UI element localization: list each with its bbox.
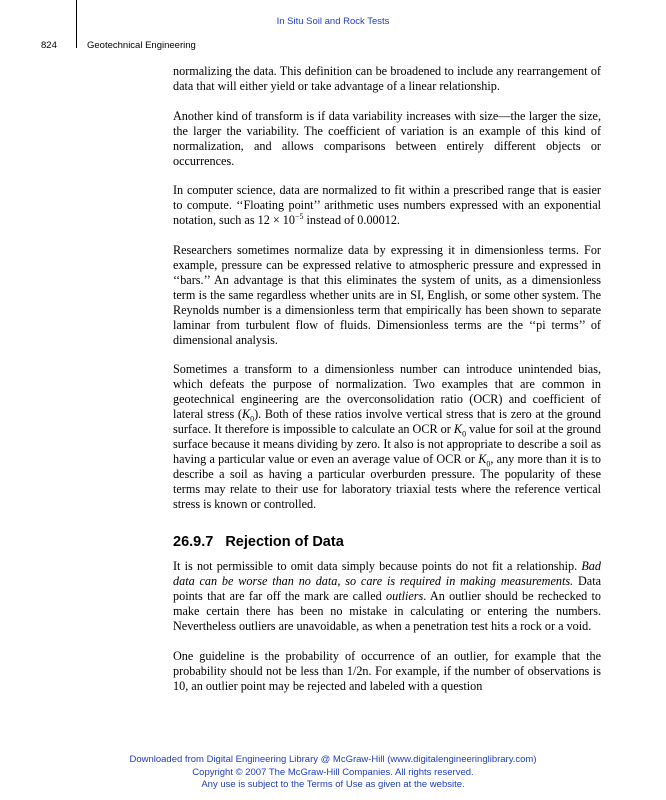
exponent: −5 (294, 211, 304, 221)
header-divider (76, 0, 77, 48)
footer-copyright[interactable]: Copyright © 2007 The McGraw-Hill Companies. All rights reserved. (192, 767, 474, 778)
paragraph-1: normalizing the data. This definition can be broadened to include any rearrangement of data that will either yield or take advantage of a linear relationship. (173, 64, 601, 93)
book-title: Geotechnical Engineering (87, 40, 196, 51)
paragraph-7: One guideline is the probability of occurrence of an outlier, for example that the probability should not be less than 1/2n. For example, if the number of observations is 10, an outlier point may be rejected and labeled with a question (173, 648, 601, 693)
paragraph-2: Another kind of transform is if data variability increases with size—the larger the size, the larger the variability. The coefficient of variation is an example of this kind of normalization, and allows comparisons between entirely different objects or occurrences. (173, 108, 601, 168)
p5-text-b: ). Both of these ratios involve vertical stress that is zero at the ground surface. It therefore is impossible to calculate an OCR or (173, 407, 602, 436)
p3-text-b: instead of 0.00012. (303, 213, 400, 227)
k0-symbol: K (478, 452, 487, 466)
paragraph-3 (173, 183, 601, 228)
footer-download-notice[interactable]: Downloaded from Digital Engineering Library @ McGraw-Hill (www.digitalengineeringlibrary.com) (129, 754, 537, 765)
p3-text-a: In computer science, data are normalized to fit within a prescribed range that is easier to compute. ‘‘Floating point’’ arithmetic uses numbers expressed with an exponential notation, such as 12 × 10 (173, 183, 601, 227)
k0-symbol: K (241, 407, 251, 421)
footer-terms-of-use[interactable]: Any use is subject to the Terms of Use as given at the website. (201, 779, 465, 790)
p6-italic-sentence: Bad data can be worse than no data, so care is required in making measurements. (173, 559, 601, 588)
page-number: 824 (41, 40, 57, 51)
paragraph-6 (173, 559, 601, 634)
p6-text-a: It is not permissible to omit data simply because points do not fit a relationship. (173, 559, 582, 573)
p5-text-d: , any more than it is to describe a soil as having a particular overburden pressure. The popularity of these terms may relate to their use for laboratory triaxial tests where the reference vertical stress is known or controlled. (173, 452, 601, 511)
k0-symbol: K (453, 422, 463, 436)
p6-text-b: Data points that are far off the mark are called (173, 574, 601, 603)
outliers-term: outliers (386, 589, 424, 603)
paragraph-4: Researchers sometimes normalize data by expressing it in dimensionless terms. For example, pressure can be expressed relative to atmospheric pressure and expressed in ‘‘bars.’’ An advantage is that this eliminates the system of units, as a dimensionless term is the same regardless whether units are in SI, English, or some other system. The Reynolds number is a dimensionless term that empirically has been shown to separate laminar from turbulent flow of fluids. Dimensionless terms are the ‘‘pi terms’’ of dimensional analysis. (173, 242, 601, 347)
page-body (173, 64, 601, 694)
k0-subscript: 0 (486, 459, 491, 469)
p5-text-c: value for soil at the ground surface because it means dividing by zero. It also is not appropriate to describe a soil as having a particular value or even an average value of OCR or (173, 422, 601, 466)
paragraph-5 (173, 362, 601, 512)
section-title: Rejection of Data (225, 534, 344, 550)
p5-text-a: Sometimes a transform to a dimensionless number can introduce unintended bias, which defeats the purpose of normalization. Two examples that are common in geotechnical engineering are the overconsolidation ratio (OCR) and coefficient of lateral stress ( (173, 362, 601, 421)
section-number: 26.9.7 (173, 534, 214, 550)
section-heading (173, 534, 601, 550)
running-title: In Situ Soil and Rock Tests (276, 16, 390, 27)
k0-subscript: 0 (250, 414, 255, 424)
k0-subscript: 0 (462, 429, 467, 439)
p6-text-c: . An outlier should be rechecked to make certain there has been no mistake in calculating or entering the numbers. Nevertheless outliers are unavoidable, as when a penetration test hits a rock or a void. (173, 589, 601, 633)
